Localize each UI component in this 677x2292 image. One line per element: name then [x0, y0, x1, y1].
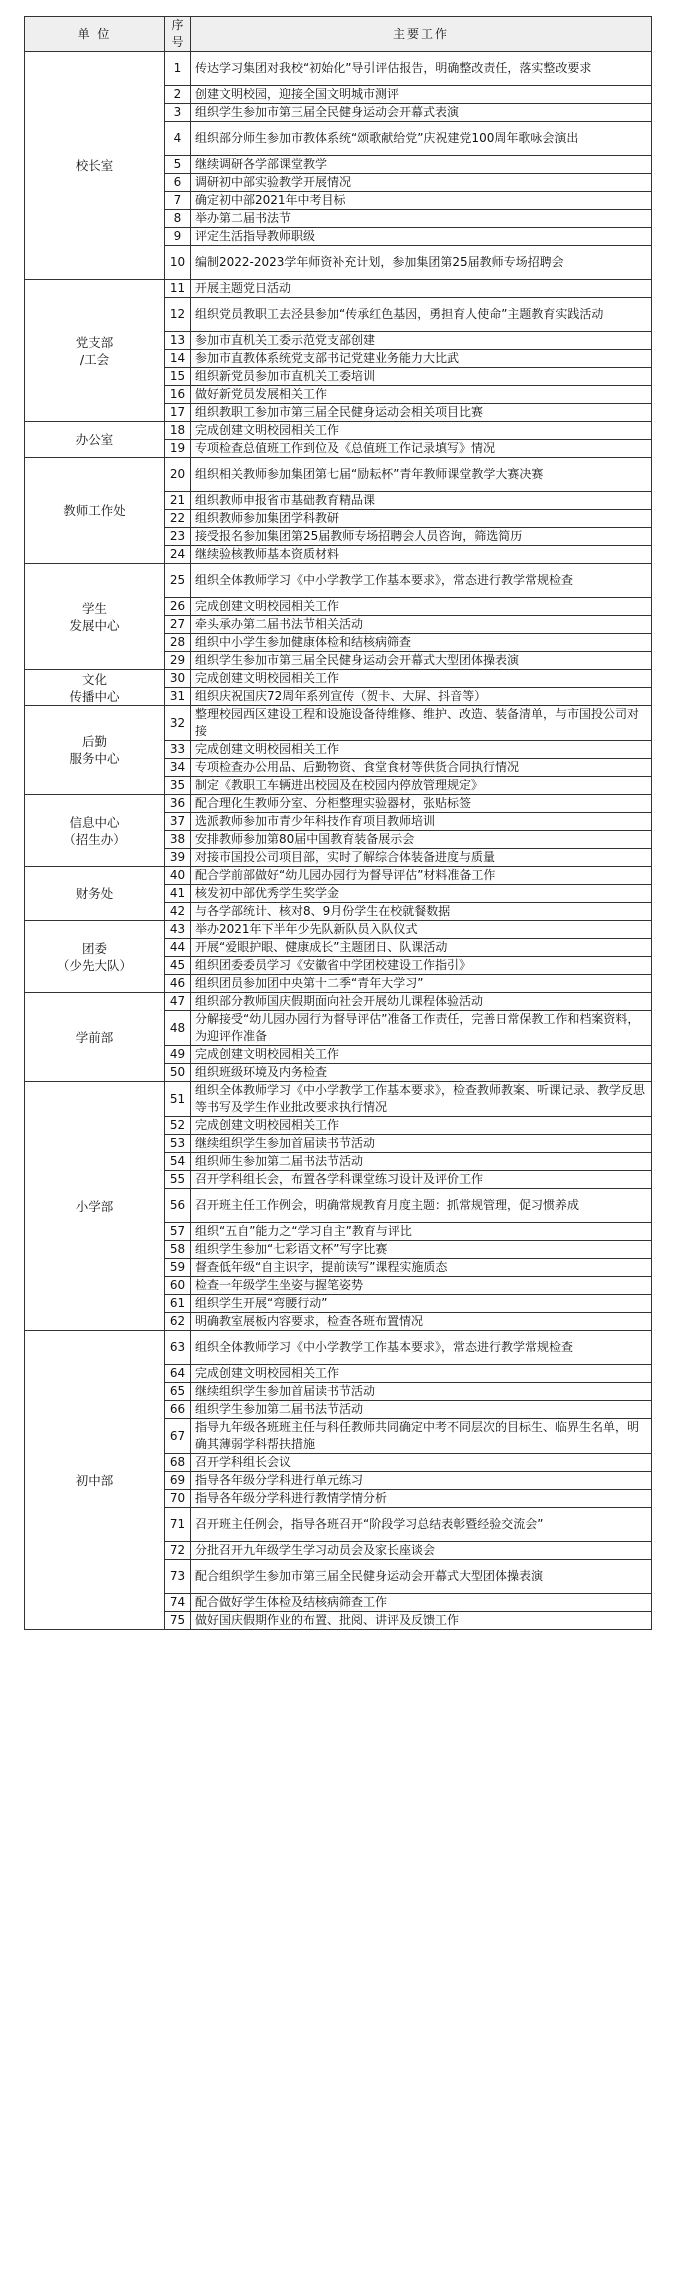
item-number: 41	[165, 885, 191, 903]
item-number: 7	[165, 192, 191, 210]
work-item: 指导各年级分学科进行单元练习	[191, 1472, 652, 1490]
item-number: 29	[165, 652, 191, 670]
work-item: 创建文明校园，迎接全国文明城市测评	[191, 86, 652, 104]
work-item: 组织庆祝国庆72周年系列宣传（贺卡、大屏、抖音等）	[191, 688, 652, 706]
work-item: 参加市直机关工委示范党支部创建	[191, 332, 652, 350]
table-header-row	[25, 17, 652, 52]
work-item: 组织教师申报省市基础教育精品课	[191, 492, 652, 510]
work-item: 组织党员教职工去泾县参加“传承红色基因，勇担育人使命”主题教育实践活动	[191, 298, 652, 332]
item-number: 63	[165, 1331, 191, 1365]
table-row	[25, 993, 652, 1011]
unit-cell: 校长室	[25, 52, 165, 280]
item-number: 56	[165, 1189, 191, 1223]
item-number: 10	[165, 246, 191, 280]
item-number: 8	[165, 210, 191, 228]
table-row	[25, 422, 652, 440]
work-item: 组织中小学生参加健康体检和结核病筛查	[191, 634, 652, 652]
item-number: 43	[165, 921, 191, 939]
work-item: 整理校园西区建设工程和设施设备待维修、维护、改造、装备清单，与市国投公司对接	[191, 706, 652, 741]
item-number: 3	[165, 104, 191, 122]
work-item: 确定初中部2021年中考目标	[191, 192, 652, 210]
unit-cell: 后勤 服务中心	[25, 706, 165, 795]
work-item: 举办2021年下半年少先队新队员入队仪式	[191, 921, 652, 939]
work-item: 组织部分师生参加市教体系统“颂歌献给党”庆祝建党100周年歌咏会演出	[191, 122, 652, 156]
work-item: 做好国庆假期作业的布置、批阅、讲评及反馈工作	[191, 1612, 652, 1630]
work-item: 继续组织学生参加首届读书节活动	[191, 1383, 652, 1401]
work-item: 组织新党员参加市直机关工委培训	[191, 368, 652, 386]
work-item: 完成创建文明校园相关工作	[191, 670, 652, 688]
work-item: 做好新党员发展相关工作	[191, 386, 652, 404]
table-row	[25, 921, 652, 939]
table-body	[25, 52, 652, 1630]
work-item: 配合理化生教师分室、分柜整理实验器材，张贴标签	[191, 795, 652, 813]
work-item: 牵头承办第二届书法节相关活动	[191, 616, 652, 634]
item-number: 73	[165, 1560, 191, 1594]
work-item: 开展主题党日活动	[191, 280, 652, 298]
work-item: 配合学前部做好“幼儿园办园行为督导评估”材料准备工作	[191, 867, 652, 885]
unit-cell: 学前部	[25, 993, 165, 1082]
work-item: 组织学生参加“七彩语文杯”写字比赛	[191, 1241, 652, 1259]
item-number: 53	[165, 1135, 191, 1153]
work-item: 明确教室展板内容要求，检查各班布置情况	[191, 1313, 652, 1331]
unit-cell: 团委 （少先大队）	[25, 921, 165, 993]
table-row	[25, 52, 652, 86]
work-item: 完成创建文明校园相关工作	[191, 1365, 652, 1383]
item-number: 26	[165, 598, 191, 616]
work-item: 完成创建文明校园相关工作	[191, 1117, 652, 1135]
work-item: 继续验核教师基本资质材料	[191, 546, 652, 564]
item-number: 38	[165, 831, 191, 849]
item-number: 18	[165, 422, 191, 440]
item-number: 36	[165, 795, 191, 813]
item-number: 4	[165, 122, 191, 156]
item-number: 27	[165, 616, 191, 634]
item-number: 30	[165, 670, 191, 688]
work-item: 检查一年级学生坐姿与握笔姿势	[191, 1277, 652, 1295]
item-number: 22	[165, 510, 191, 528]
item-number: 13	[165, 332, 191, 350]
work-item: 分解接受“幼儿园办园行为督导评估”准备工作责任，完善日常保教工作和档案资料，为迎评作准备	[191, 1011, 652, 1046]
item-number: 64	[165, 1365, 191, 1383]
item-number: 47	[165, 993, 191, 1011]
item-number: 48	[165, 1011, 191, 1046]
item-number: 23	[165, 528, 191, 546]
work-item: 完成创建文明校园相关工作	[191, 598, 652, 616]
item-number: 15	[165, 368, 191, 386]
item-number: 45	[165, 957, 191, 975]
item-number: 14	[165, 350, 191, 368]
unit-cell: 小学部	[25, 1082, 165, 1331]
item-number: 44	[165, 939, 191, 957]
item-number: 54	[165, 1153, 191, 1171]
work-item: 选派教师参加市青少年科技作育项目教师培训	[191, 813, 652, 831]
work-plan-table	[24, 16, 652, 1630]
work-item: 完成创建文明校园相关工作	[191, 1046, 652, 1064]
work-item: 召开学科组长会，布置各学科课堂练习设计及评价工作	[191, 1171, 652, 1189]
item-number: 20	[165, 458, 191, 492]
work-item: 完成创建文明校园相关工作	[191, 422, 652, 440]
work-item: 与各学部统计、核对8、9月份学生在校就餐数据	[191, 903, 652, 921]
table-row	[25, 564, 652, 598]
work-item: 组织全体教师学习《中小学教学工作基本要求》，常态进行教学常规检查	[191, 1331, 652, 1365]
work-item: 安排教师参加第80届中国教育装备展示会	[191, 831, 652, 849]
work-item: 组织师生参加第二届书法节活动	[191, 1153, 652, 1171]
item-number: 50	[165, 1064, 191, 1082]
work-item: 继续调研各学部课堂教学	[191, 156, 652, 174]
work-item: 专项检查办公用品、后勤物资、食堂食材等供货合同执行情况	[191, 759, 652, 777]
item-number: 67	[165, 1419, 191, 1454]
unit-cell: 财务处	[25, 867, 165, 921]
item-number: 49	[165, 1046, 191, 1064]
item-number: 28	[165, 634, 191, 652]
work-item: 组织团委委员学习《安徽省中学团校建设工作指引》	[191, 957, 652, 975]
item-number: 55	[165, 1171, 191, 1189]
item-number: 51	[165, 1082, 191, 1117]
item-number: 2	[165, 86, 191, 104]
work-item: 召开班主任例会，指导各班召开“阶段学习总结表彰暨经验交流会”	[191, 1508, 652, 1542]
table-row	[25, 867, 652, 885]
table-row	[25, 280, 652, 298]
header-main-work: 主要工作	[191, 17, 652, 52]
work-item: 分批召开九年级学生学习动员会及家长座谈会	[191, 1542, 652, 1560]
item-number: 46	[165, 975, 191, 993]
item-number: 5	[165, 156, 191, 174]
table-row	[25, 1082, 652, 1117]
item-number: 75	[165, 1612, 191, 1630]
work-item: 开展“爱眼护眼、健康成长”主题团日、队课活动	[191, 939, 652, 957]
unit-cell: 初中部	[25, 1331, 165, 1630]
table-row	[25, 1331, 652, 1365]
work-item: 组织班级环境及内务检查	[191, 1064, 652, 1082]
item-number: 71	[165, 1508, 191, 1542]
item-number: 70	[165, 1490, 191, 1508]
unit-cell: 党支部 /工会	[25, 280, 165, 422]
item-number: 66	[165, 1401, 191, 1419]
table-row	[25, 670, 652, 688]
work-item: 对接市国投公司项目部，实时了解综合体装备进度与质量	[191, 849, 652, 867]
work-item: 核发初中部优秀学生奖学金	[191, 885, 652, 903]
work-item: 组织全体教师学习《中小学教学工作基本要求》，检查教师教案、听课记录、教学反思等书写及学生作业批改要求执行情况	[191, 1082, 652, 1117]
work-item: 参加市直教体系统党支部书记党建业务能力大比武	[191, 350, 652, 368]
work-item: 专项检查总值班工作到位及《总值班工作记录填写》情况	[191, 440, 652, 458]
item-number: 69	[165, 1472, 191, 1490]
work-item: 督查低年级“自主识字，提前读写”课程实施质态	[191, 1259, 652, 1277]
work-item: 组织全体教师学习《中小学教学工作基本要求》，常态进行教学常规检查	[191, 564, 652, 598]
item-number: 34	[165, 759, 191, 777]
item-number: 9	[165, 228, 191, 246]
item-number: 19	[165, 440, 191, 458]
work-item: 组织“五自”能力之“学习自主”教育与评比	[191, 1223, 652, 1241]
work-item: 评定生活指导教师职级	[191, 228, 652, 246]
work-item: 指导各年级分学科进行教情学情分析	[191, 1490, 652, 1508]
item-number: 68	[165, 1454, 191, 1472]
item-number: 58	[165, 1241, 191, 1259]
item-number: 74	[165, 1594, 191, 1612]
item-number: 72	[165, 1542, 191, 1560]
header-number: 序号	[165, 17, 191, 52]
work-item: 召开班主任工作例会，明确常规教育月度主题：抓常规管理，促习惯养成	[191, 1189, 652, 1223]
work-item: 组织学生参加市第三届全民健身运动会开幕式表演	[191, 104, 652, 122]
item-number: 25	[165, 564, 191, 598]
work-item: 接受报名参加集团第25届教师专场招聘会人员咨询，筛选简历	[191, 528, 652, 546]
item-number: 57	[165, 1223, 191, 1241]
item-number: 12	[165, 298, 191, 332]
item-number: 62	[165, 1313, 191, 1331]
unit-cell: 文化 传播中心	[25, 670, 165, 706]
work-item: 调研初中部实验教学开展情况	[191, 174, 652, 192]
item-number: 6	[165, 174, 191, 192]
item-number: 35	[165, 777, 191, 795]
work-item: 组织团员参加团中央第十二季“青年大学习”	[191, 975, 652, 993]
table-row	[25, 458, 652, 492]
work-item: 继续组织学生参加首届读书节活动	[191, 1135, 652, 1153]
item-number: 52	[165, 1117, 191, 1135]
work-item: 编制2022-2023学年师资补充计划，参加集团第25届教师专场招聘会	[191, 246, 652, 280]
work-item: 制定《教职工车辆进出校园及在校园内停放管理规定》	[191, 777, 652, 795]
item-number: 31	[165, 688, 191, 706]
unit-cell: 办公室	[25, 422, 165, 458]
work-item: 配合组织学生参加市第三届全民健身运动会开幕式大型团体操表演	[191, 1560, 652, 1594]
item-number: 1	[165, 52, 191, 86]
table-row	[25, 706, 652, 741]
item-number: 16	[165, 386, 191, 404]
work-item: 组织学生参加第二届书法节活动	[191, 1401, 652, 1419]
item-number: 11	[165, 280, 191, 298]
work-item: 组织部分教师国庆假期面向社会开展幼儿课程体验活动	[191, 993, 652, 1011]
unit-cell: 教师工作处	[25, 458, 165, 564]
item-number: 21	[165, 492, 191, 510]
work-item: 指导九年级各班班主任与科任教师共同确定中考不同层次的目标生、临界生名单，明确其薄弱学科帮扶措施	[191, 1419, 652, 1454]
work-item: 完成创建文明校园相关工作	[191, 741, 652, 759]
table-row	[25, 795, 652, 813]
item-number: 17	[165, 404, 191, 422]
work-item: 召开学科组长会议	[191, 1454, 652, 1472]
item-number: 60	[165, 1277, 191, 1295]
work-item: 组织相关教师参加集团第七届“励耘杯”青年教师课堂教学大赛决赛	[191, 458, 652, 492]
item-number: 59	[165, 1259, 191, 1277]
work-item: 组织教师参加集团学科教研	[191, 510, 652, 528]
unit-cell: 信息中心 （招生办）	[25, 795, 165, 867]
item-number: 42	[165, 903, 191, 921]
item-number: 33	[165, 741, 191, 759]
unit-cell: 学生 发展中心	[25, 564, 165, 670]
item-number: 37	[165, 813, 191, 831]
item-number: 24	[165, 546, 191, 564]
work-item: 组织学生参加市第三届全民健身运动会开幕式大型团体操表演	[191, 652, 652, 670]
work-item: 组织学生开展“弯腰行动”	[191, 1295, 652, 1313]
item-number: 39	[165, 849, 191, 867]
item-number: 40	[165, 867, 191, 885]
work-item: 举办第二届书法节	[191, 210, 652, 228]
header-unit: 单 位	[25, 17, 165, 52]
work-item: 传达学习集团对我校“初始化”导引评估报告，明确整改责任，落实整改要求	[191, 52, 652, 86]
item-number: 65	[165, 1383, 191, 1401]
work-item: 组织教职工参加市第三届全民健身运动会相关项目比赛	[191, 404, 652, 422]
item-number: 61	[165, 1295, 191, 1313]
item-number: 32	[165, 706, 191, 741]
work-item: 配合做好学生体检及结核病筛查工作	[191, 1594, 652, 1612]
